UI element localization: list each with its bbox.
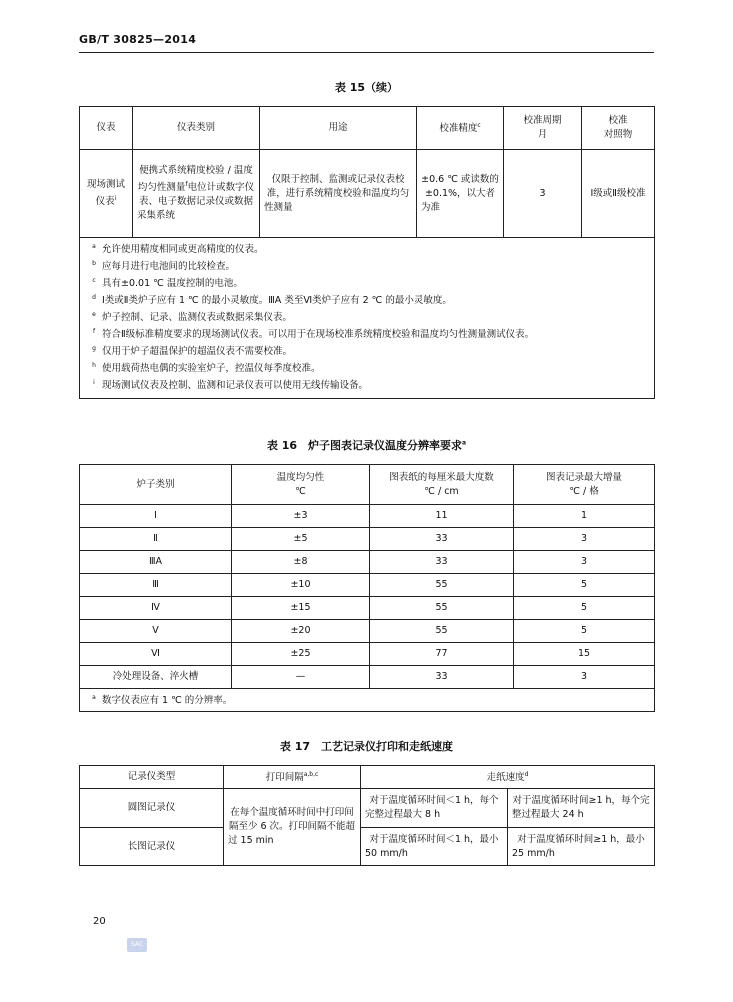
furnace-class-cell: Ⅴ [80,620,232,643]
uniformity-cell: ±20 [232,620,370,643]
table16-row [80,551,655,574]
head-print-text: 打印间隔 [265,772,304,784]
head-inc-line1: 图表记录最大增量 [545,471,622,483]
circular-speed-lt: 对于温度循环时间＜1 h，每个完整过程最大 8 h [361,789,508,828]
head-uniformity-line1: 温度均匀性 [276,471,325,483]
table16-row [80,597,655,620]
col-period [504,107,582,150]
head-max-increment [514,465,655,505]
table16-caption-text: 表 16 炉子图表记录仪温度分辨率要求 [266,439,463,452]
table16 [79,464,655,712]
head-speed-text: 走纸速度 [486,772,525,784]
head-uniformity [232,465,370,505]
head-inc-line2: ℃ / 格 [569,485,599,497]
table17-row-strip [80,828,655,866]
col-accuracy-sup: c [477,122,481,130]
col-type: 仪表类别 [133,107,260,150]
uniformity-cell: ±25 [232,643,370,666]
col-ref-line2: 对照物 [603,129,633,140]
row-instrument-sup: i [114,194,117,202]
table15-note-line [86,343,648,360]
note-mark: g [92,345,96,352]
table15-header-row [80,107,655,150]
note-mark: i [93,379,95,386]
max-increment-cell: 5 [514,620,655,643]
table16-row [80,528,655,551]
table16-note-line [86,692,650,709]
uniformity-cell: ±15 [232,597,370,620]
table15-note-line [86,241,648,258]
note-text: 符合Ⅱ级标准精度要求的现场测试仪表。可以用于在现场校准系统精度校验和温度均匀性测量测试仪表。 [102,329,535,340]
note-text: Ⅰ类或Ⅱ类炉子应有 1 ℃ 的最小灵敏度。ⅢA 类至Ⅵ类炉子应有 2 ℃ 的最小灵敏度。 [102,295,452,306]
note-text: 现场测试仪表及控制、监测和记录仪表可以使用无线传输设备。 [102,380,369,391]
note-mark: b [92,260,96,267]
max-degrees-per-cm-cell: 55 [370,574,514,597]
col-use: 用途 [260,107,417,150]
table16-row [80,666,655,689]
head-speed-sup: d [524,771,529,779]
note-text: 炉子控制、记录、监测仪表或数据采集仪表。 [102,312,293,323]
furnace-class-cell: Ⅱ [80,528,232,551]
table17-caption: 表 17 工艺记录仪打印和走纸速度 [279,740,454,753]
table16-row [80,620,655,643]
header-rule [79,52,654,53]
max-increment-cell: 3 [514,666,655,689]
furnace-class-cell: Ⅳ [80,597,232,620]
furnace-class-cell: Ⅲ [80,574,232,597]
row-strip-type: 长图记录仪 [80,828,224,866]
note-mark: h [92,362,96,369]
table15-note-line [86,258,648,275]
max-degrees-per-cm-cell: 33 [370,666,514,689]
head-print-sup: a,b,c [303,771,319,779]
page-number: 20 [93,916,106,927]
table16-header-row [80,465,655,505]
row-accuracy: ±0.6 ℃ 或读数的±0.1%，以大者为准 [417,150,504,238]
note-mark: c [92,277,96,284]
head-uniformity-line2: ℃ [295,485,306,497]
table16-caption-sup: a [462,439,467,447]
table16-body [80,505,655,689]
col-accuracy-text: 校准精度 [439,123,478,135]
max-degrees-per-cm-cell: 33 [370,528,514,551]
table15-note-line [86,275,648,292]
note-text: 具有±0.01 ℃ 温度控制的电池。 [102,278,243,289]
col-accuracy [417,107,504,150]
table15-data-row [80,150,655,238]
table15-notes-list [86,241,648,394]
max-degrees-per-cm-cell: 11 [370,505,514,528]
head-chart-speed [361,766,655,789]
row-type-sup: f [185,180,188,188]
max-degrees-per-cm-cell: 33 [370,551,514,574]
head-max-line1: 图表纸的每厘米最大度数 [389,471,494,483]
strip-speed-ge: 对于温度循环时间≥1 h，最小 25 mm/h [508,828,655,866]
print-interval-cell: 在每个温度循环时间中打印间隔至少 6 次。打印间隔不能超过 15 min [224,789,361,866]
max-degrees-per-cm-cell: 55 [370,620,514,643]
table15-note-line [86,326,648,343]
table15-note-line [86,292,648,309]
table15-note-line [86,377,648,394]
col-ref [582,107,655,150]
table16-note-mark: a [92,693,96,701]
standard-code: GB/T 30825—2014 [79,33,197,46]
uniformity-cell: ±8 [232,551,370,574]
max-increment-cell: 5 [514,574,655,597]
watermark-stamp: SAC [127,938,147,952]
table16-row [80,574,655,597]
head-max-line2: ℃ / cm [424,485,459,497]
note-text: 允许使用精度相同或更高精度的仪表。 [102,244,264,255]
table17-row-circular [80,789,655,828]
note-text: 应每月进行电池间的比较检查。 [102,261,236,272]
row-instrument [80,150,133,238]
head-max-degrees [370,465,514,505]
max-increment-cell: 15 [514,643,655,666]
table16-note-row [80,689,655,712]
row-period: 3 [504,150,582,238]
table16-caption [79,437,654,453]
note-mark: d [92,294,96,301]
note-mark: f [92,328,96,335]
uniformity-cell: — [232,666,370,689]
furnace-class-cell: Ⅵ [80,643,232,666]
table16-note [80,689,655,712]
table15-note-line [86,360,648,377]
row-ref: Ⅰ级或Ⅱ级校准 [582,150,655,238]
table15 [79,106,655,399]
col-period-line1: 校准周期 [523,115,562,126]
head-recorder-type: 记录仪类型 [80,766,224,789]
strip-speed-lt: 对于温度循环时间＜1 h，最小 50 mm/h [361,828,508,866]
max-increment-cell: 3 [514,551,655,574]
uniformity-cell: ±10 [232,574,370,597]
furnace-class-cell: ⅢA [80,551,232,574]
table15-note-line [86,309,648,326]
row-use: 仅限于控制、监测或记录仪表校准，进行系统精度校验和温度均匀性测量 [260,150,417,238]
col-instrument: 仪表 [80,107,133,150]
head-class: 炉子类别 [80,465,232,505]
table16-row [80,643,655,666]
row-type-b: 电位计或数字仪表、电子数据记录仪或数据采集系统 [137,182,255,222]
furnace-class-cell: Ⅰ [80,505,232,528]
note-mark: a [92,243,96,250]
row-circular-type: 圆图记录仪 [80,789,224,828]
table17 [79,765,655,866]
max-degrees-per-cm-cell: 55 [370,597,514,620]
table16-note-text: 数字仪表应有 1 ℃ 的分辨率。 [102,694,233,706]
note-text: 仅用于炉子超温保护的超温仪表不需要校准。 [102,346,293,357]
max-increment-cell: 1 [514,505,655,528]
table17-header-row [80,766,655,789]
max-increment-cell: 5 [514,597,655,620]
note-text: 使用载荷热电偶的实验室炉子，控温仪每季度校准。 [102,363,321,374]
uniformity-cell: ±5 [232,528,370,551]
table15-notes-row [80,238,655,399]
table15-caption: 表 15（续） [334,81,399,94]
row-type-a: 便携式系统精度校验 / 温度均匀性测量 [137,164,253,194]
table16-row [80,505,655,528]
table15-notes [80,238,655,399]
uniformity-cell: ±3 [232,505,370,528]
row-type [133,150,260,238]
furnace-class-cell: 冷处理设备、淬火槽 [80,666,232,689]
max-increment-cell: 3 [514,528,655,551]
note-mark: e [92,311,96,318]
col-period-line2: 月 [537,129,548,140]
row-instrument-text: 现场测试仪表 [86,178,125,208]
col-ref-line1: 校准 [608,115,628,126]
circular-speed-ge: 对于温度循环时间≥1 h，每个完整过程最大 24 h [508,789,655,828]
max-degrees-per-cm-cell: 77 [370,643,514,666]
head-print-interval [224,766,361,789]
